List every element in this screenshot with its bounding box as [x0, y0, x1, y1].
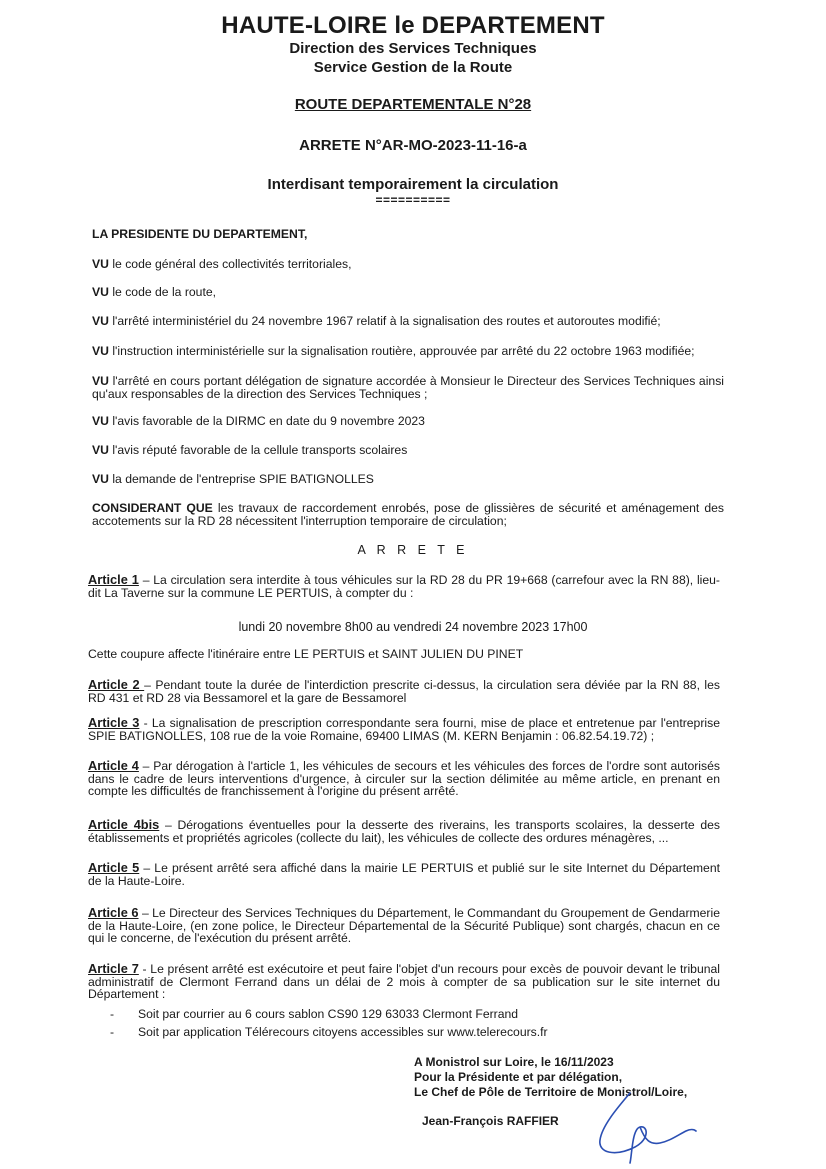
article-label: Article 2 — [88, 677, 145, 692]
vu-keyword: VU — [92, 374, 109, 388]
arrete-subject: Interdisant temporairement la circulation — [267, 176, 559, 193]
vu-keyword: VU — [92, 257, 109, 271]
vu-text: l'arrêté interministériel du 24 novembre 1967 relatif à la signalisation des routes et autoroutes modifié; — [112, 314, 661, 328]
article-5 — [88, 862, 720, 887]
considerant-text: les travaux de raccordement enrobés, pose de glissières de sécurité et aménagement des accotements sur la RD 28 nécessitent l'interruption temporaire de circulation; — [92, 501, 724, 528]
article-label: Article 6 — [88, 905, 139, 920]
signature-role: Le Chef de Pôle de Territoire de Monistrol/Loire, — [414, 1085, 688, 1099]
vu-text: le code de la route, — [112, 285, 216, 299]
recourse-option — [110, 1025, 548, 1039]
handwritten-signature — [590, 1085, 700, 1165]
article-label: Article 1 — [88, 572, 139, 587]
vu-item — [92, 315, 724, 328]
article-label: Article 3 — [88, 715, 140, 730]
presidente-line: LA PRESIDENTE DU DEPARTEMENT, — [92, 227, 308, 241]
article-4bis — [88, 819, 720, 844]
article-label: Article 4bis — [88, 817, 160, 832]
article-text: - La signalisation de prescription correspondante sera fourni, mise de place et entretenue par l'entreprise SPIE BATIGNOLLES, 108 rue de la voie Romaine, 69400 LIMAS (M. KERN Benjamin : 06.82.54.19.72) ; — [88, 716, 720, 743]
signatory-name: Jean-François RAFFIER — [422, 1114, 559, 1128]
article-label: Article 5 — [88, 860, 140, 875]
vu-item — [92, 375, 724, 400]
bullet-dash: - — [110, 1007, 115, 1021]
title-separator: ========== — [375, 193, 451, 207]
department-title: HAUTE-LOIRE le DEPARTEMENT — [221, 12, 605, 39]
arrete-number: ARRETE N°AR-MO-2023-11-16-a — [299, 137, 527, 154]
recourse-text: Soit par courrier au 6 cours sablon CS90 129 63033 Clermont Ferrand — [138, 1007, 519, 1021]
vu-keyword: VU — [92, 285, 109, 299]
vu-item — [92, 444, 724, 457]
closure-dates: lundi 20 novembre 8h00 au vendredi 24 novembre 2023 17h00 — [238, 620, 588, 634]
considerant-paragraph — [92, 502, 724, 527]
signature-stroke — [600, 1093, 696, 1163]
vu-text: l'instruction interministérielle sur la signalisation routière, approuvée par arrêté du 22 octobre 1963 modifiée; — [112, 344, 695, 358]
article-1 — [88, 574, 720, 599]
article-2 — [88, 679, 720, 704]
article-7 — [88, 963, 720, 1001]
bullet-dash: - — [110, 1025, 115, 1039]
vu-text: l'avis favorable de la DIRMC en date du 9 novembre 2023 — [112, 414, 425, 428]
article-4 — [88, 760, 720, 798]
arrete-heading: A R R E T E — [357, 543, 469, 557]
vu-item — [92, 258, 724, 271]
article-label: Article 7 — [88, 961, 139, 976]
article-label: Article 4 — [88, 758, 139, 773]
vu-text: le code général des collectivités territoriales, — [112, 257, 352, 271]
article-text: – Pendant toute la durée de l'interdiction prescrite ci-dessus, la circulation sera déviée par la RN 88, les RD 431 et RD 28 via Bessamorel et la gare de Bessamorel — [88, 678, 720, 705]
vu-text: l'arrêté en cours portant délégation de signature accordée à Monsieur le Directeur des Services Techniques ainsi qu'aux responsables de la direction des Services Techniques ; — [92, 374, 724, 401]
article-3 — [88, 717, 720, 742]
route-title: ROUTE DEPARTEMENTALE N°28 — [294, 96, 532, 113]
vu-text: la demande de l'entreprise SPIE BATIGNOLLES — [112, 472, 374, 486]
vu-keyword: VU — [92, 414, 109, 428]
article-text: – Par dérogation à l'article 1, les véhicules de secours et les véhicules des forces de l'ordre sont autorisés dans le cadre de leurs interventions d'urgence, à circuler sur la section délimitée au même article, en prenant en compte les difficultés de franchissement à l'origine du présent arrêté. — [88, 759, 720, 798]
recourse-text: Soit par application Télérecours citoyens accessibles sur www.telerecours.fr — [138, 1025, 548, 1039]
vu-keyword: VU — [92, 344, 109, 358]
article-text: – La circulation sera interdite à tous véhicules sur la RD 28 du PR 19+668 (carrefour avec la RN 88), lieu-dit La Taverne sur la commune LE PERTUIS, à compter du : — [88, 573, 720, 600]
service-name: Service Gestion de la Route — [313, 59, 513, 76]
vu-item — [92, 345, 724, 358]
vu-keyword: VU — [92, 443, 109, 457]
article-text: – Le Directeur des Services Techniques du Département, le Commandant du Groupement de Gendarmerie de la Haute-Loire, (en zone police, le Directeur Départemental de la Sécurité Publique) sont chargés, chacun en ce qui le concerne, de l'exécution du présent arrêté. — [88, 906, 720, 945]
signature-place-date: A Monistrol sur Loire, le 16/11/2023 — [414, 1055, 614, 1069]
direction-name: Direction des Services Techniques — [289, 40, 537, 57]
article-text: – Le présent arrêté sera affiché dans la mairie LE PERTUIS et publié sur le site Internet du Département de la Haute-Loire. — [88, 861, 720, 888]
vu-keyword: VU — [92, 314, 109, 328]
recourse-option — [110, 1007, 518, 1021]
signature-delegation: Pour la Présidente et par délégation, — [414, 1070, 623, 1084]
vu-text: l'avis réputé favorable de la cellule transports scolaires — [112, 443, 408, 457]
itinerary-note: Cette coupure affecte l'itinéraire entre LE PERTUIS et SAINT JULIEN DU PINET — [88, 647, 524, 661]
considerant-keyword: CONSIDERANT QUE — [92, 501, 213, 515]
vu-item — [92, 415, 724, 428]
vu-item — [92, 286, 724, 299]
article-text: - Le présent arrêté est exécutoire et peut faire l'objet d'un recours pour excès de pouvoir devant le tribunal administratif de Clermont Ferrand dans un délai de 2 mois à compter de sa publication sur le site internet du Département : — [88, 962, 720, 1001]
article-text: – Dérogations éventuelles pour la desserte des riverains, les transports scolaires, la desserte des établissements et propriétés agricoles (collecte du lait), les véhicules de collecte des ordures ménagères, ... — [88, 818, 720, 845]
article-6 — [88, 907, 720, 945]
vu-keyword: VU — [92, 472, 109, 486]
vu-item — [92, 473, 724, 486]
